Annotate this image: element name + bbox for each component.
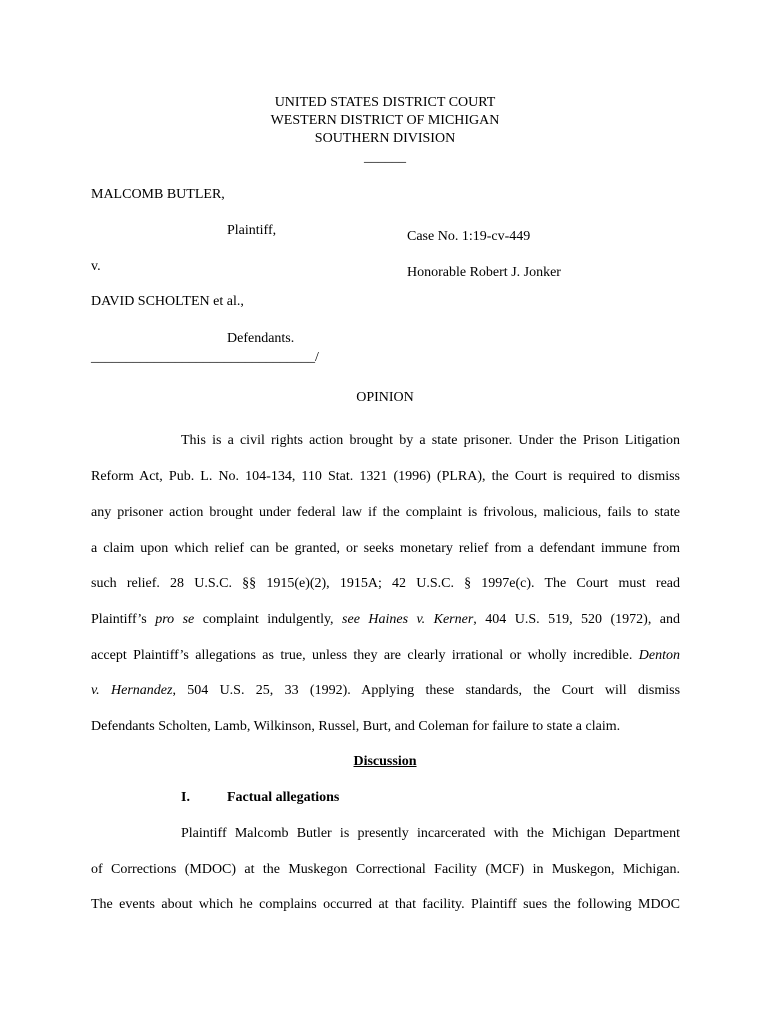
intro-line-6-c: complaint indulgently, — [194, 612, 343, 627]
intro-line-7-a: accept Plaintiff’s allegations as true, unless they are clearly irrational or wholly incredible. — [91, 648, 639, 663]
intro-line-2: Reform Act, Pub. L. No. 104-134, 110 Stat. 1321 (1996) (PLRA), the Court is required to dismiss — [91, 469, 680, 484]
denton-citation: Denton — [638, 648, 680, 663]
hernandez-citation: v. Hernandez — [91, 683, 173, 698]
intro-line-6-e: , 404 U.S. 519, 520 (1972), and — [473, 612, 681, 627]
judge-name: Honorable Robert J. Jonker — [407, 265, 561, 280]
intro-line-8 — [91, 683, 680, 699]
intro-line-1: This is a civil rights action brought by a state prisoner. Under the Prison Litigation — [181, 433, 680, 448]
intro-line-6-a: Plaintiff’s — [91, 612, 156, 627]
intro-line-9: Defendants Scholten, Lamb, Wilkinson, Russel, Burt, and Coleman for failure to state a claim. — [91, 719, 621, 734]
facts-line-2: of Corrections (MDOC) at the Muskegon Correctional Facility (MCF) in Muskegon, Michigan. — [91, 862, 680, 877]
defendant-role: Defendants. — [227, 331, 295, 346]
court-name: UNITED STATES DISTRICT COURT — [274, 95, 496, 110]
intro-line-6 — [91, 612, 680, 628]
plaintiff-name: MALCOMB BUTLER, — [91, 187, 225, 202]
facts-line-3: The events about which he complains occurred at that facility. Plaintiff sues the following MDOC — [91, 897, 680, 912]
defendant-name: DAVID SCHOLTEN et al., — [91, 294, 244, 309]
intro-line-8-b: , 504 U.S. 25, 33 (1992). Applying these standards, the Court will dismiss — [172, 683, 681, 698]
intro-line-4: a claim upon which relief can be granted, or seeks monetary relief from a defendant immune from — [91, 541, 680, 556]
court-district: WESTERN DISTRICT OF MICHIGAN — [270, 113, 500, 128]
plaintiff-role: Plaintiff, — [227, 223, 277, 238]
intro-line-5: such relief. 28 U.S.C. §§ 1915(e)(2), 1915A; 42 U.S.C. § 1997e(c). The Court must read — [91, 576, 680, 591]
caption-separator: ________________________________/ — [91, 350, 319, 365]
discussion-heading: Discussion — [353, 754, 417, 769]
intro-line-3: any prisoner action brought under federal law if the complaint is frivolous, malicious, fails to state — [91, 505, 680, 520]
case-number: Case No. 1:19-cv-449 — [407, 229, 531, 244]
versus: v. — [91, 259, 101, 274]
opinion-heading: OPINION — [356, 390, 414, 405]
intro-line-7 — [91, 648, 680, 664]
haines-citation: see Haines v. Kerner — [342, 612, 474, 627]
court-division: SOUTHERN DIVISION — [314, 131, 456, 146]
header-rule: ______ — [364, 150, 406, 165]
facts-line-1: Plaintiff Malcomb Butler is presently incarcerated with the Michigan Department — [181, 826, 680, 841]
section-title: Factual allegations — [227, 790, 340, 805]
pro-se-italic: pro se — [155, 612, 195, 627]
section-number: I. — [181, 790, 190, 805]
